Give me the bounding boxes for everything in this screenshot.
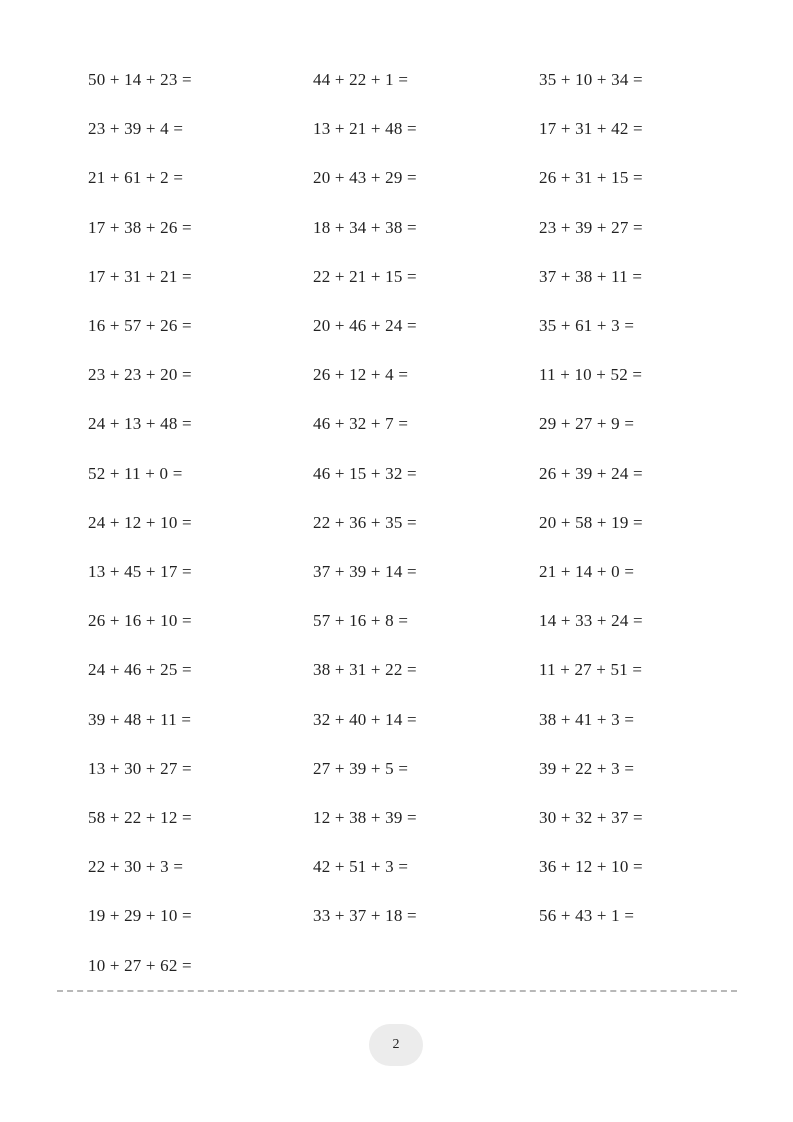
math-problem: 52 + 11 + 0 =	[88, 463, 183, 483]
math-problem: 22 + 21 + 15 =	[313, 266, 417, 286]
math-problem: 32 + 40 + 14 =	[313, 709, 417, 729]
math-problem: 12 + 38 + 39 =	[313, 808, 417, 827]
math-problem: 35 + 10 + 34 =	[539, 70, 643, 89]
math-problem: 22 + 36 + 35 =	[313, 512, 417, 532]
page-number: 2	[392, 1037, 400, 1052]
math-problem: 20 + 58 + 19 =	[539, 512, 643, 532]
math-problem: 21 + 14 + 0 =	[539, 562, 635, 581]
math-problem: 24 + 12 + 10 =	[88, 512, 192, 532]
math-problem: 58 + 22 + 12 =	[88, 808, 192, 827]
math-problem: 14 + 33 + 24 =	[539, 611, 643, 631]
math-problem: 17 + 38 + 26 =	[88, 217, 192, 237]
page-number-badge	[369, 1024, 423, 1066]
math-problem: 17 + 31 + 42 =	[539, 119, 643, 139]
math-problem: 39 + 48 + 11 =	[88, 709, 192, 729]
math-problem: 26 + 39 + 24 =	[539, 463, 643, 483]
math-problem: 37 + 39 + 14 =	[313, 562, 417, 581]
math-problem: 38 + 41 + 3 =	[539, 709, 635, 729]
math-problem: 23 + 39 + 4 =	[88, 119, 184, 139]
math-problem: 11 + 27 + 51 =	[539, 660, 643, 680]
math-problem: 35 + 61 + 3 =	[539, 316, 635, 335]
math-problem: 13 + 45 + 17 =	[88, 562, 192, 581]
math-problem: 50 + 14 + 23 =	[88, 70, 192, 89]
math-problem: 13 + 21 + 48 =	[313, 119, 417, 139]
math-problem: 23 + 39 + 27 =	[539, 217, 643, 237]
math-problem: 18 + 34 + 38 =	[313, 217, 417, 237]
math-problem: 13 + 30 + 27 =	[88, 758, 192, 778]
math-problem: 10 + 27 + 62 =	[88, 955, 192, 975]
math-problem: 37 + 38 + 11 =	[539, 266, 643, 286]
math-problem: 22 + 30 + 3 =	[88, 857, 184, 877]
math-problem: 26 + 16 + 10 =	[88, 611, 192, 631]
math-problem: 42 + 51 + 3 =	[313, 857, 409, 877]
math-problem: 39 + 22 + 3 =	[539, 758, 635, 778]
dashed-divider	[57, 990, 737, 992]
math-problem: 56 + 43 + 1 =	[539, 906, 635, 926]
math-problem: 30 + 32 + 37 =	[539, 808, 643, 827]
math-problem: 11 + 10 + 52 =	[539, 365, 643, 385]
math-problem: 29 + 27 + 9 =	[539, 414, 635, 434]
math-problem: 36 + 12 + 10 =	[539, 857, 643, 877]
math-problem: 33 + 37 + 18 =	[313, 906, 417, 926]
math-problem: 19 + 29 + 10 =	[88, 906, 192, 926]
math-problem: 27 + 39 + 5 =	[313, 758, 409, 778]
math-problem: 21 + 61 + 2 =	[88, 168, 184, 188]
math-problem: 20 + 46 + 24 =	[313, 316, 417, 335]
math-problem: 46 + 32 + 7 =	[313, 414, 409, 434]
math-problem: 44 + 22 + 1 =	[313, 70, 409, 89]
math-problem: 38 + 31 + 22 =	[313, 660, 417, 680]
math-problem: 57 + 16 + 8 =	[313, 611, 409, 631]
math-problem: 16 + 57 + 26 =	[88, 316, 192, 335]
math-problem: 17 + 31 + 21 =	[88, 266, 192, 286]
math-problem: 23 + 23 + 20 =	[88, 365, 192, 385]
math-problem: 24 + 13 + 48 =	[88, 414, 192, 434]
math-problem: 26 + 12 + 4 =	[313, 365, 409, 385]
math-problem: 46 + 15 + 32 =	[313, 463, 417, 483]
math-problem: 26 + 31 + 15 =	[539, 168, 643, 188]
math-problem: 24 + 46 + 25 =	[88, 660, 192, 680]
math-problem: 20 + 43 + 29 =	[313, 168, 417, 188]
